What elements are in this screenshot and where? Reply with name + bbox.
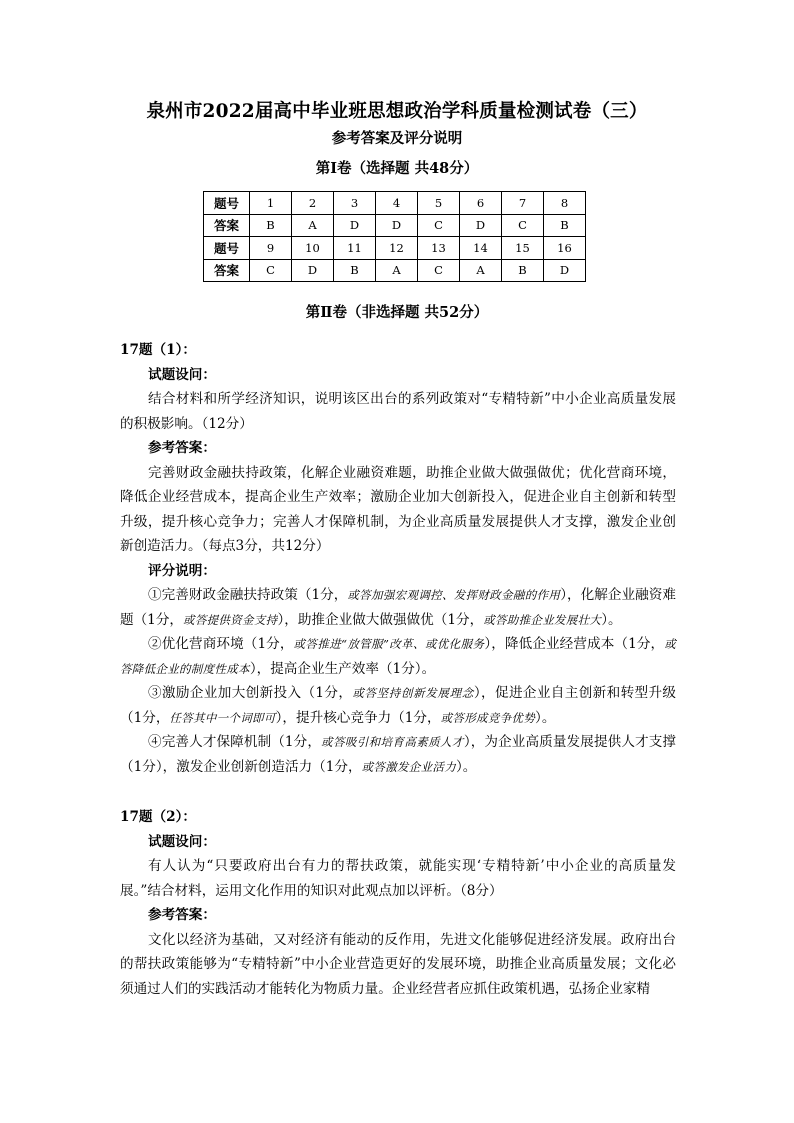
table-cell: D (292, 259, 334, 282)
scoring-note: 或答加强宏观调控、发挥财政金融的作用 (347, 588, 561, 602)
scoring-note: 或答坚持创新发展理念 (352, 686, 474, 700)
table-cell: 12 (376, 237, 418, 260)
answer-label: 参考答案： (148, 440, 216, 456)
scoring-text: ③激励企业加大创新投入（1分， (148, 685, 353, 701)
table-cell: C (418, 259, 460, 282)
table-cell: 13 (418, 237, 460, 260)
table-row (204, 259, 586, 282)
question-label: 试题设问： (148, 366, 216, 383)
scoring-note: 或答降低企业的制度性成本 (120, 637, 676, 676)
table-cell: 4 (376, 192, 418, 215)
table-cell: D (376, 214, 418, 237)
table-cell: A (292, 214, 334, 237)
part2-heading: 第Ⅱ卷（非选择题 共52分） (305, 304, 489, 321)
question-label-2: 试题设问： (148, 833, 216, 850)
table-cell: 9 (250, 237, 292, 260)
table-cell: 7 (502, 192, 544, 215)
table-cell: 10 (292, 237, 334, 260)
table-cell: A (376, 259, 418, 282)
question-text-2: 有人认为“只要政府出台有力的帮扶政策，就能实现‘专精特新’中小企业的高质量发展。”结合材料，运用文化作用的知识对此观点加以评析。（8分） (120, 858, 676, 899)
table-cell: 16 (544, 237, 586, 260)
table-cell: C (502, 214, 544, 237)
answer-table (203, 191, 586, 282)
table-cell: D (334, 214, 376, 237)
scoring-item (120, 681, 676, 730)
scoring-text: ），降低企业经营成本（1分， (484, 636, 665, 652)
scoring-note: 任答其中一个词即可 (169, 710, 276, 725)
table-cell: D (460, 214, 502, 237)
table-cell: 5 (418, 192, 460, 215)
part1-heading: 第Ⅰ卷（选择题 共48分） (315, 160, 479, 177)
scoring-item (120, 583, 676, 632)
scoring-text: ），助推企业做大做强做优（1分， (277, 611, 484, 628)
scoring-note: 或答助推企业发展壮大 (483, 612, 602, 627)
table-cell: B (544, 214, 586, 237)
table-row (204, 214, 586, 237)
scoring-text: ），提升核心竞争力（1分， (275, 709, 441, 726)
table-cell: C (250, 259, 292, 282)
scoring-text: ），化解企业融资难题（1分， (120, 587, 676, 628)
table-cell: B (250, 214, 292, 237)
scoring-item (120, 730, 676, 779)
table-cell: 14 (460, 237, 502, 260)
scoring-text: ），促进企业自主创新和转型升级（1分， (120, 685, 677, 726)
scoring-text: ②优化营商环境（1分， (148, 636, 294, 652)
scoring-text: ①完善财政金融扶持政策（1分， (148, 587, 348, 603)
scoring-text: ），提高企业生产效率（1分）。 (249, 660, 436, 677)
scoring-note: 或答推进“放管服”改革、或优化服务 (293, 637, 485, 651)
table-cell: 3 (334, 192, 376, 215)
document-title: 泉州市2022届高中毕业班思想政治学科质量检测试卷（三） (146, 101, 648, 122)
answer-text-2: 文化以经济为基础，又对经济有能动的反作用，先进文化能够促进经济发展。政府出台的帮扶政策能够为“专精特新”中小企业营造更好的发展环境，助推企业高质量发展；文化必须通过人们的实践活动才能转化为物质力量。企业经营者应抓住政策机遇，弘扬企业家精 (120, 931, 676, 997)
table-cell: 8 (544, 192, 586, 215)
row-label: 题号 (204, 192, 250, 215)
scoring-note: 或答吸引和培育高素质人才 (321, 735, 464, 749)
scoring-note: 或答提供资金支持 (183, 612, 278, 627)
row-label: 题号 (204, 237, 250, 260)
row-label: 答案 (204, 214, 250, 237)
table-cell: 15 (502, 237, 544, 260)
table-cell: 2 (292, 192, 334, 215)
document-subtitle: 参考答案及评分说明 (331, 130, 463, 147)
scoring-item (120, 632, 676, 681)
table-row (204, 192, 586, 215)
table-cell: 1 (250, 192, 292, 215)
table-cell: A (460, 259, 502, 282)
scoring-text: ）。 (601, 611, 622, 628)
scoring-text: ），为企业高质量发展提供人才支撑（1分），激发企业创新创造活力（1分， (120, 734, 676, 775)
table-cell: B (502, 259, 544, 282)
row-label: 答案 (204, 259, 250, 282)
scoring-text: ）。 (535, 709, 556, 726)
table-cell: 6 (460, 192, 502, 215)
question-text: 结合材料和所学经济知识，说明该区出台的系列政策对“专精特新”中小企业高质量发展的积极影响。（12分） (120, 391, 676, 432)
table-cell: 11 (334, 237, 376, 260)
table-cell: C (418, 214, 460, 237)
table-row (204, 237, 586, 260)
answer-label-2: 参考答案： (148, 907, 216, 923)
answer-text: 完善财政金融扶持政策，化解企业融资难题，助推企业做大做强做优；优化营商环境，降低企业经营成本，提高企业生产效率；激励企业加大创新投入，促进企业自主创新和转型升级，提升核心竞争力；完善人才保障机制，为企业高质量发展提供人才支撑，激发企业创新创造活力。（每点3分，共12分） (120, 464, 676, 554)
scoring-text: ）。 (456, 758, 477, 775)
table-cell: B (334, 259, 376, 282)
question-heading-2: 17题（2）： (120, 809, 196, 825)
scoring-note: 或答形成竞争优势 (440, 710, 536, 725)
scoring-text: ④完善人才保障机制（1分， (148, 734, 322, 750)
scoring-list (120, 583, 676, 779)
scoring-label: 评分说明： (148, 562, 216, 579)
question-17-1 (120, 338, 676, 1001)
table-cell: D (544, 259, 586, 282)
scoring-note: 或答激发企业活力 (361, 759, 456, 774)
question-heading: 17题（1）： (120, 342, 196, 358)
